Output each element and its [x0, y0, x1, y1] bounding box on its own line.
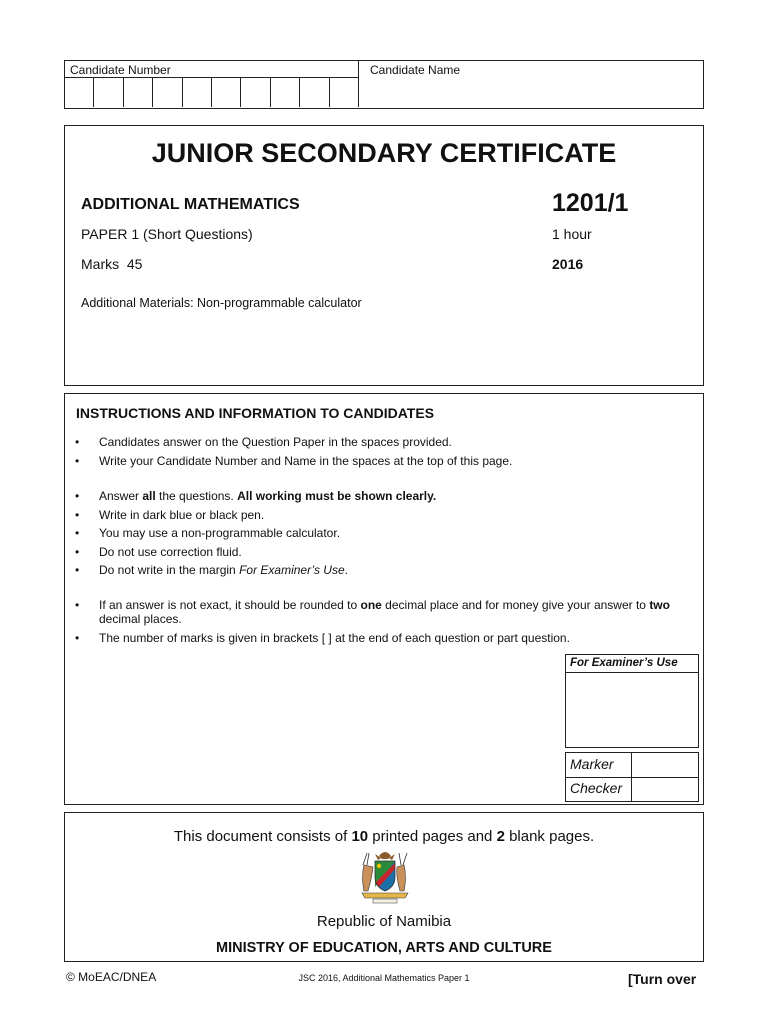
candidate-number-label: Candidate Number [70, 63, 171, 77]
paper-description: PAPER 1 (Short Questions) [81, 226, 253, 242]
digit-box[interactable] [330, 78, 358, 107]
paper-code: 1201/1 [552, 189, 629, 217]
exam-year: 2016 [552, 256, 584, 272]
instruction-item: • Do not write in the margin For Examiner’s Use. [75, 563, 700, 577]
digit-box[interactable] [271, 78, 300, 107]
instruction-item: • Candidates answer on the Question Paper in the spaces provided. [75, 435, 700, 449]
marker-cell[interactable] [632, 753, 698, 777]
title-box [64, 125, 704, 386]
digit-box[interactable] [183, 78, 212, 107]
examiners-use-title: For Examiner’s Use [566, 655, 698, 673]
marker-label: Marker [566, 753, 632, 777]
instructions-box [64, 393, 704, 805]
turn-over-notice: [Turn over [628, 971, 697, 987]
digit-box[interactable] [65, 78, 94, 107]
instruction-item: • Do not use correction fluid. [75, 545, 700, 559]
candidate-number-digits[interactable] [65, 77, 358, 107]
page-count-statement: This document consists of 10 printed pages and 2 blank pages. [173, 828, 595, 845]
instruction-item: • You may use a non-programmable calculator. [75, 526, 700, 540]
digit-box[interactable] [212, 78, 241, 107]
digit-box[interactable] [124, 78, 153, 107]
total-marks: Marks 45 [81, 256, 143, 272]
footer-paper-reference: JSC 2016, Additional Mathematics Paper 1 [298, 973, 470, 983]
subject-name: ADDITIONAL MATHEMATICS [81, 196, 300, 213]
candidate-number-field[interactable] [65, 61, 359, 107]
checker-label: Checker [566, 777, 632, 801]
instruction-item: • Write your Candidate Number and Name in the spaces at the top of this page. [75, 454, 700, 468]
instruction-group-2 [75, 489, 700, 582]
candidate-name-label: Candidate Name [370, 63, 461, 77]
exam-title: JUNIOR SECONDARY CERTIFICATE [151, 138, 617, 168]
digit-box[interactable] [94, 78, 123, 107]
instruction-item: • Write in dark blue or black pen. [75, 508, 700, 522]
examiners-use-box [565, 654, 699, 748]
digit-box[interactable] [241, 78, 270, 107]
instruction-item: • Answer all the questions. All working must be shown clearly. [75, 489, 700, 503]
ministry-name: MINISTRY OF EDUCATION, ARTS AND CULTURE [216, 940, 552, 956]
instruction-item: • If an answer is not exact, it should be rounded to one decimal place and for money give your answer to two decimal places. [75, 598, 700, 626]
copyright-notice: © MoEAC/DNEA [66, 970, 157, 984]
namibia-coat-of-arms-icon [358, 847, 412, 905]
paper-duration: 1 hour [552, 226, 592, 242]
marker-row [566, 753, 698, 778]
checker-cell[interactable] [632, 777, 698, 801]
checker-row [566, 777, 698, 801]
instruction-group-3 [75, 598, 700, 649]
instruction-item: • The number of marks is given in brackets [ ] at the end of each question or part question. [75, 631, 700, 645]
candidate-name-field[interactable] [365, 61, 701, 107]
republic-name: Republic of Namibia [316, 913, 452, 930]
instructions-heading: INSTRUCTIONS AND INFORMATION TO CANDIDATES [76, 405, 435, 421]
additional-materials: Additional Materials: Non-programmable calculator [81, 296, 362, 310]
instruction-group-1 [75, 435, 700, 472]
digit-box[interactable] [153, 78, 182, 107]
publication-box [64, 812, 704, 962]
marker-checker-table [565, 752, 699, 802]
digit-box[interactable] [300, 78, 329, 107]
candidate-box [64, 60, 704, 109]
